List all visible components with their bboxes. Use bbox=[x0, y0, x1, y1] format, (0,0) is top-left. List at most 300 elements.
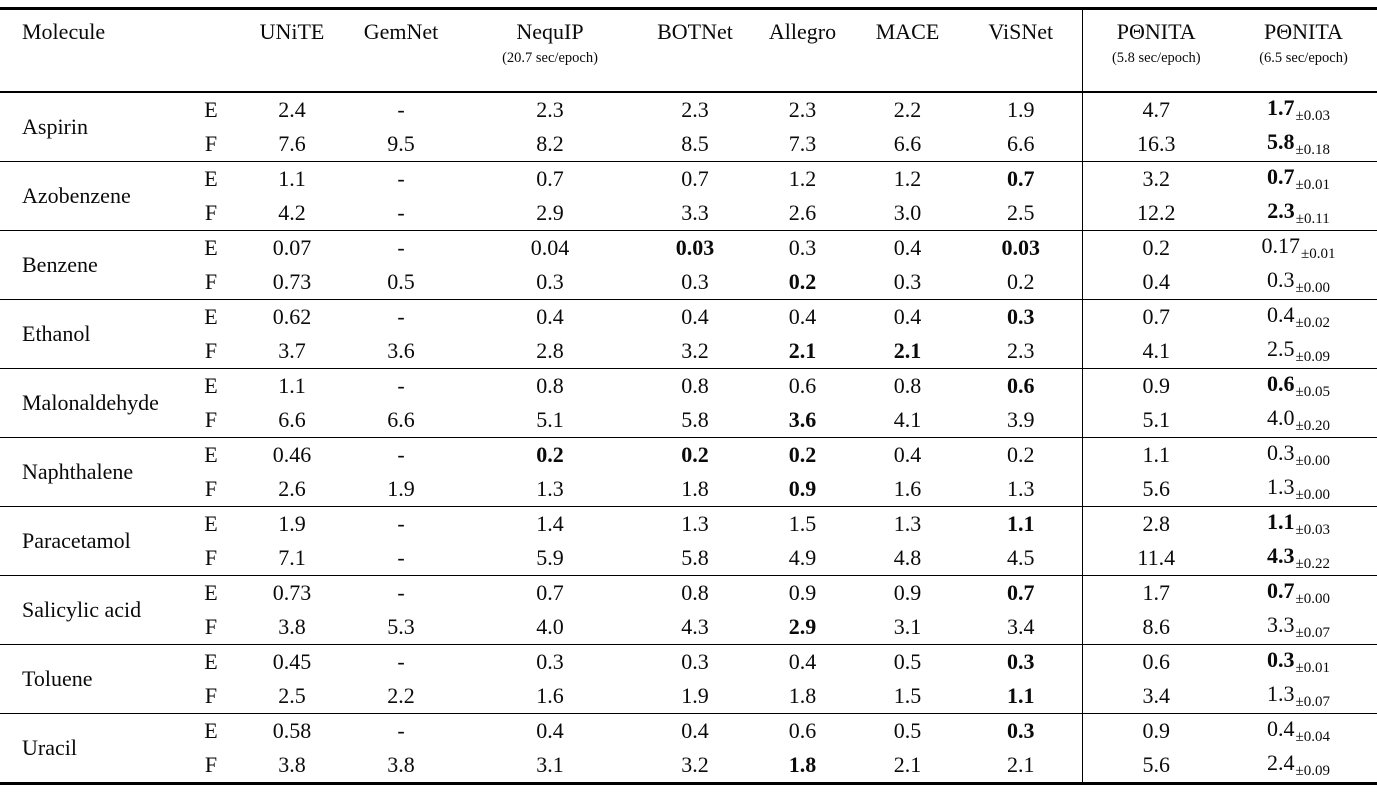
value: 2.1 bbox=[788, 338, 817, 363]
molecule-name: Salicylic acid bbox=[22, 597, 142, 622]
value-cell bbox=[855, 127, 960, 162]
table-row-aspirin-f bbox=[0, 127, 1377, 162]
value-cell bbox=[960, 541, 1082, 576]
column-header-p-nita-7 bbox=[1082, 9, 1230, 93]
value-cell bbox=[855, 265, 960, 300]
value-cell bbox=[242, 265, 342, 300]
value-stddev-subscript: ±0.09 bbox=[1295, 763, 1330, 779]
metric-label: F bbox=[204, 407, 218, 432]
value-cell bbox=[342, 300, 460, 335]
value-cell bbox=[342, 127, 460, 162]
value-cell bbox=[640, 645, 750, 680]
value: - bbox=[397, 718, 405, 743]
value-cell bbox=[855, 541, 960, 576]
value: - bbox=[397, 442, 405, 467]
value: 3.9 bbox=[1007, 407, 1035, 432]
value: 0.46 bbox=[272, 442, 312, 467]
value: 5.6 bbox=[1142, 752, 1170, 777]
value-cell bbox=[1230, 127, 1377, 162]
value: 0.2 bbox=[788, 269, 817, 294]
value: 1.8 bbox=[681, 476, 709, 501]
value: 0.4 bbox=[681, 718, 709, 743]
column-label: NequIP bbox=[516, 19, 584, 44]
value: 0.7 bbox=[1007, 580, 1035, 605]
metric-label: E bbox=[204, 718, 218, 743]
value-cell bbox=[960, 679, 1082, 714]
value: 0.8 bbox=[681, 373, 709, 398]
value: 6.6 bbox=[1007, 131, 1035, 156]
value-cell bbox=[242, 231, 342, 266]
value-cell bbox=[460, 231, 640, 266]
value: 2.8 bbox=[1142, 511, 1170, 536]
metric-label: F bbox=[204, 269, 218, 294]
value: 0.3 bbox=[788, 235, 817, 260]
value-stddev-subscript: ±0.03 bbox=[1295, 522, 1330, 538]
column-label: ViSNet bbox=[988, 19, 1054, 44]
value-cell bbox=[1082, 300, 1230, 335]
value: 5.6 bbox=[1142, 476, 1170, 501]
value-cell bbox=[1082, 265, 1230, 300]
value: 5.1 bbox=[1142, 407, 1170, 432]
value-cell bbox=[750, 369, 855, 404]
value: 0.2 bbox=[536, 442, 564, 467]
value: 0.2 bbox=[681, 442, 709, 467]
value-cell bbox=[960, 231, 1082, 266]
value-cell bbox=[750, 265, 855, 300]
value-stddev-subscript: ±0.20 bbox=[1295, 418, 1330, 434]
table-row-uracil-f bbox=[0, 748, 1377, 784]
metric-label: E bbox=[204, 166, 218, 191]
value-cell bbox=[1230, 541, 1377, 576]
value-cell bbox=[242, 576, 342, 611]
value: 0.9 bbox=[1142, 373, 1170, 398]
column-header-unite-0 bbox=[242, 9, 342, 93]
value-cell bbox=[960, 472, 1082, 507]
value: 1.9 bbox=[1007, 97, 1035, 122]
value: 0.6 bbox=[1267, 371, 1295, 396]
value: 3.2 bbox=[681, 752, 709, 777]
value-cell bbox=[750, 196, 855, 231]
value: 0.3 bbox=[1007, 718, 1035, 743]
metric-label: F bbox=[204, 752, 218, 777]
value-cell bbox=[1082, 679, 1230, 714]
value: - bbox=[397, 511, 405, 536]
value: 0.2 bbox=[1007, 269, 1035, 294]
value-cell bbox=[342, 679, 460, 714]
value-cell bbox=[855, 369, 960, 404]
value: 1.1 bbox=[1142, 442, 1170, 467]
value-cell bbox=[855, 403, 960, 438]
value: 2.6 bbox=[278, 476, 306, 501]
value-cell bbox=[242, 748, 342, 784]
value: 0.7 bbox=[536, 166, 564, 191]
value-cell bbox=[342, 334, 460, 369]
value: 0.45 bbox=[272, 649, 312, 674]
value-cell bbox=[750, 472, 855, 507]
value-cell bbox=[242, 610, 342, 645]
column-header-nequip-2 bbox=[460, 9, 640, 93]
molecule-name: Malonaldehyde bbox=[22, 390, 159, 415]
value-cell bbox=[750, 610, 855, 645]
value: 3.1 bbox=[893, 614, 922, 639]
value-cell bbox=[342, 541, 460, 576]
molecule-block-naphthalene bbox=[0, 438, 1377, 507]
value-cell bbox=[640, 438, 750, 473]
value: 0.03 bbox=[675, 235, 715, 260]
value-cell bbox=[242, 300, 342, 335]
value: 0.3 bbox=[681, 269, 709, 294]
value-cell bbox=[242, 334, 342, 369]
value: 0.04 bbox=[530, 235, 570, 260]
value-cell bbox=[1230, 472, 1377, 507]
value-cell bbox=[242, 369, 342, 404]
column-label: MACE bbox=[875, 19, 940, 44]
value: 0.73 bbox=[272, 580, 312, 605]
value: 3.3 bbox=[1267, 612, 1295, 637]
value-cell bbox=[1230, 265, 1377, 300]
value: 2.3 bbox=[536, 97, 564, 122]
value: 9.5 bbox=[387, 131, 415, 156]
value: 3.8 bbox=[278, 752, 306, 777]
value: 1.1 bbox=[1007, 683, 1035, 708]
value: 0.3 bbox=[1267, 440, 1295, 465]
value-cell bbox=[640, 334, 750, 369]
column-label: UNiTE bbox=[259, 19, 325, 44]
value-cell bbox=[640, 403, 750, 438]
metric-label: F bbox=[204, 131, 218, 156]
value-stddev-subscript: ±0.00 bbox=[1295, 487, 1330, 503]
value: 0.2 bbox=[1007, 442, 1035, 467]
value: - bbox=[397, 373, 405, 398]
value-cell bbox=[342, 507, 460, 542]
value-cell bbox=[855, 438, 960, 473]
molecule-name: Azobenzene bbox=[22, 183, 131, 208]
value: 1.4 bbox=[536, 511, 564, 536]
value: 0.07 bbox=[272, 235, 312, 260]
value-cell bbox=[855, 679, 960, 714]
value-cell bbox=[750, 334, 855, 369]
value-stddev-subscript: ±0.05 bbox=[1295, 384, 1330, 400]
value-cell bbox=[242, 127, 342, 162]
value: 0.7 bbox=[1267, 164, 1295, 189]
value: 1.2 bbox=[788, 166, 817, 191]
value-cell bbox=[750, 576, 855, 611]
value-cell bbox=[242, 679, 342, 714]
value: 2.4 bbox=[278, 97, 306, 122]
molecule-block-paracetamol bbox=[0, 507, 1377, 576]
value: 0.4 bbox=[1142, 269, 1170, 294]
value-cell bbox=[750, 403, 855, 438]
value-cell bbox=[855, 748, 960, 784]
value: 1.1 bbox=[278, 373, 306, 398]
value: 1.5 bbox=[893, 683, 922, 708]
value-cell bbox=[460, 748, 640, 784]
column-header-mace-5 bbox=[855, 9, 960, 93]
header-row bbox=[0, 9, 1377, 93]
value: 2.8 bbox=[536, 338, 564, 363]
value-cell bbox=[1082, 403, 1230, 438]
value-cell bbox=[640, 300, 750, 335]
value-stddev-subscript: ±0.00 bbox=[1295, 591, 1330, 607]
value: 0.4 bbox=[1267, 302, 1295, 327]
value: 0.6 bbox=[788, 373, 817, 398]
value: 0.5 bbox=[893, 718, 922, 743]
value: 0.7 bbox=[1267, 578, 1295, 603]
value-cell bbox=[342, 369, 460, 404]
value-cell bbox=[855, 576, 960, 611]
value: - bbox=[397, 235, 405, 260]
value: 0.4 bbox=[536, 718, 564, 743]
value-cell bbox=[1082, 714, 1230, 749]
value-cell bbox=[460, 334, 640, 369]
table-row-azobenzene-e bbox=[0, 162, 1377, 197]
value-cell bbox=[342, 231, 460, 266]
molecule-name: Aspirin bbox=[22, 114, 88, 139]
value-cell bbox=[1230, 300, 1377, 335]
value-cell bbox=[960, 334, 1082, 369]
value-stddev-subscript: ±0.02 bbox=[1295, 315, 1330, 331]
value: 4.3 bbox=[681, 614, 709, 639]
value-cell bbox=[750, 92, 855, 127]
value: 8.2 bbox=[536, 131, 564, 156]
table-row-naphthalene-f bbox=[0, 472, 1377, 507]
value-cell bbox=[342, 438, 460, 473]
molecule-column-label: Molecule bbox=[22, 19, 106, 44]
value-cell bbox=[342, 196, 460, 231]
value: 3.8 bbox=[278, 614, 306, 639]
value-cell bbox=[960, 507, 1082, 542]
value-cell bbox=[460, 679, 640, 714]
value: 2.3 bbox=[1267, 198, 1295, 223]
value-cell bbox=[960, 265, 1082, 300]
metric-label: E bbox=[204, 442, 218, 467]
table-row-toluene-f bbox=[0, 679, 1377, 714]
column-header-gemnet-1 bbox=[342, 9, 460, 93]
value-cell bbox=[342, 403, 460, 438]
value-cell bbox=[640, 679, 750, 714]
value: 0.9 bbox=[788, 476, 817, 501]
value: 1.1 bbox=[1267, 509, 1295, 534]
column-label: PΘNITA bbox=[1264, 19, 1343, 44]
table-row-ethanol-f bbox=[0, 334, 1377, 369]
value: 0.5 bbox=[893, 649, 922, 674]
value-cell bbox=[855, 162, 960, 197]
table-row-malonaldehyde-e bbox=[0, 369, 1377, 404]
value: 2.3 bbox=[788, 97, 817, 122]
value: 1.5 bbox=[788, 511, 817, 536]
value: 0.8 bbox=[893, 373, 922, 398]
value: 0.3 bbox=[681, 649, 709, 674]
value: 7.6 bbox=[278, 131, 306, 156]
value: 0.4 bbox=[788, 304, 817, 329]
value-cell bbox=[460, 127, 640, 162]
value-cell bbox=[1230, 645, 1377, 680]
value-stddev-subscript: ±0.18 bbox=[1295, 142, 1330, 158]
value: 0.5 bbox=[387, 269, 415, 294]
value-cell bbox=[1230, 162, 1377, 197]
value: 2.9 bbox=[788, 614, 817, 639]
value-cell bbox=[342, 610, 460, 645]
value: 1.7 bbox=[1142, 580, 1170, 605]
molecule-column-header bbox=[0, 9, 180, 93]
value-cell bbox=[1230, 92, 1377, 127]
table-row-uracil-e bbox=[0, 714, 1377, 749]
value-cell bbox=[1082, 196, 1230, 231]
value: 3.6 bbox=[387, 338, 415, 363]
value-cell bbox=[640, 541, 750, 576]
value: 3.8 bbox=[387, 752, 415, 777]
value: 4.0 bbox=[536, 614, 564, 639]
value: 1.3 bbox=[893, 511, 922, 536]
value-cell bbox=[960, 127, 1082, 162]
value-cell bbox=[1230, 679, 1377, 714]
value: 1.3 bbox=[536, 476, 564, 501]
value-cell bbox=[640, 127, 750, 162]
value-cell bbox=[1082, 748, 1230, 784]
value: 0.73 bbox=[272, 269, 312, 294]
column-header-visnet-6 bbox=[960, 9, 1082, 93]
value-cell bbox=[960, 576, 1082, 611]
value: 0.4 bbox=[536, 304, 564, 329]
value-cell bbox=[460, 507, 640, 542]
value-cell bbox=[640, 162, 750, 197]
molecule-block-toluene bbox=[0, 645, 1377, 714]
molecule-name: Paracetamol bbox=[22, 528, 131, 553]
column-sublabel: (5.8 sec/epoch) bbox=[1111, 50, 1201, 66]
value-cell bbox=[460, 162, 640, 197]
value-cell bbox=[750, 507, 855, 542]
value-cell bbox=[750, 541, 855, 576]
value: - bbox=[397, 200, 405, 225]
molecule-block-aspirin bbox=[0, 92, 1377, 162]
metric-label: E bbox=[204, 511, 218, 536]
value-cell bbox=[460, 576, 640, 611]
value-cell bbox=[640, 369, 750, 404]
value-stddev-subscript: ±0.00 bbox=[1295, 453, 1330, 469]
column-header-botnet-3 bbox=[640, 9, 750, 93]
value: 0.7 bbox=[536, 580, 564, 605]
value: 4.8 bbox=[893, 545, 922, 570]
molecule-block-malonaldehyde bbox=[0, 369, 1377, 438]
molecule-name: Toluene bbox=[22, 666, 93, 691]
table-row-paracetamol-f bbox=[0, 541, 1377, 576]
value: 2.1 bbox=[893, 338, 922, 363]
value: 8.5 bbox=[681, 131, 709, 156]
value: 0.6 bbox=[1142, 649, 1170, 674]
value: 0.3 bbox=[893, 269, 922, 294]
table-row-benzene-e bbox=[0, 231, 1377, 266]
value-cell bbox=[1082, 438, 1230, 473]
value-cell bbox=[242, 162, 342, 197]
value-cell bbox=[750, 438, 855, 473]
value: 0.3 bbox=[536, 269, 564, 294]
value-stddev-subscript: ±0.11 bbox=[1295, 211, 1330, 227]
value: 0.7 bbox=[1142, 304, 1170, 329]
column-header-allegro-4 bbox=[750, 9, 855, 93]
value: 7.3 bbox=[788, 131, 817, 156]
value-cell bbox=[750, 679, 855, 714]
value: 0.7 bbox=[681, 166, 709, 191]
metric-label: F bbox=[204, 338, 218, 363]
value-cell bbox=[750, 231, 855, 266]
value-stddev-subscript: ±0.01 bbox=[1301, 246, 1336, 262]
value: 5.1 bbox=[536, 407, 564, 432]
value-cell bbox=[1230, 231, 1377, 266]
value-cell bbox=[960, 403, 1082, 438]
column-label: GemNet bbox=[363, 19, 439, 44]
value-cell bbox=[855, 507, 960, 542]
value: 1.2 bbox=[893, 166, 922, 191]
value-cell bbox=[640, 92, 750, 127]
value-cell bbox=[960, 162, 1082, 197]
value: 5.3 bbox=[387, 614, 415, 639]
value: 0.17 bbox=[1261, 233, 1300, 258]
table-row-malonaldehyde-f bbox=[0, 403, 1377, 438]
value: 0.8 bbox=[536, 373, 564, 398]
value-cell bbox=[640, 748, 750, 784]
value-cell bbox=[1230, 438, 1377, 473]
value: 0.2 bbox=[788, 442, 817, 467]
value: 5.8 bbox=[681, 407, 709, 432]
value: 1.3 bbox=[1267, 681, 1295, 706]
value-cell bbox=[1230, 196, 1377, 231]
value-stddev-subscript: ±0.07 bbox=[1295, 694, 1330, 710]
value-cell bbox=[855, 92, 960, 127]
value: 1.9 bbox=[681, 683, 709, 708]
value-cell bbox=[960, 196, 1082, 231]
value-cell bbox=[960, 369, 1082, 404]
value-cell bbox=[750, 645, 855, 680]
value-cell bbox=[242, 714, 342, 749]
value: 2.5 bbox=[1007, 200, 1035, 225]
value-cell bbox=[1230, 576, 1377, 611]
metric-label: E bbox=[204, 235, 218, 260]
value-cell bbox=[342, 714, 460, 749]
value-cell bbox=[750, 162, 855, 197]
value: 4.5 bbox=[1007, 545, 1035, 570]
value: 3.3 bbox=[681, 200, 709, 225]
metric-label: E bbox=[204, 580, 218, 605]
value-cell bbox=[640, 610, 750, 645]
table-row-paracetamol-e bbox=[0, 507, 1377, 542]
value: - bbox=[397, 166, 405, 191]
value-cell bbox=[242, 92, 342, 127]
table-row-ethanol-e bbox=[0, 300, 1377, 335]
value-cell bbox=[460, 265, 640, 300]
value-cell bbox=[640, 196, 750, 231]
value: 0.62 bbox=[272, 304, 312, 329]
value: 0.6 bbox=[788, 718, 817, 743]
value-cell bbox=[640, 265, 750, 300]
value-stddev-subscript: ±0.03 bbox=[1295, 108, 1330, 124]
molecule-name: Ethanol bbox=[22, 321, 91, 346]
value-cell bbox=[855, 714, 960, 749]
value: - bbox=[397, 580, 405, 605]
molecule-name: Benzene bbox=[22, 252, 98, 277]
value: 0.3 bbox=[1267, 267, 1295, 292]
metric-label: F bbox=[204, 614, 218, 639]
value-cell bbox=[460, 645, 640, 680]
value: 4.1 bbox=[893, 407, 922, 432]
value: 4.7 bbox=[1142, 97, 1170, 122]
value: 1.7 bbox=[1267, 95, 1295, 120]
value-cell bbox=[1082, 576, 1230, 611]
value-cell bbox=[242, 403, 342, 438]
value: 1.9 bbox=[278, 511, 306, 536]
column-label: BOTNet bbox=[657, 19, 733, 44]
value: 1.3 bbox=[1007, 476, 1035, 501]
value-cell bbox=[960, 92, 1082, 127]
